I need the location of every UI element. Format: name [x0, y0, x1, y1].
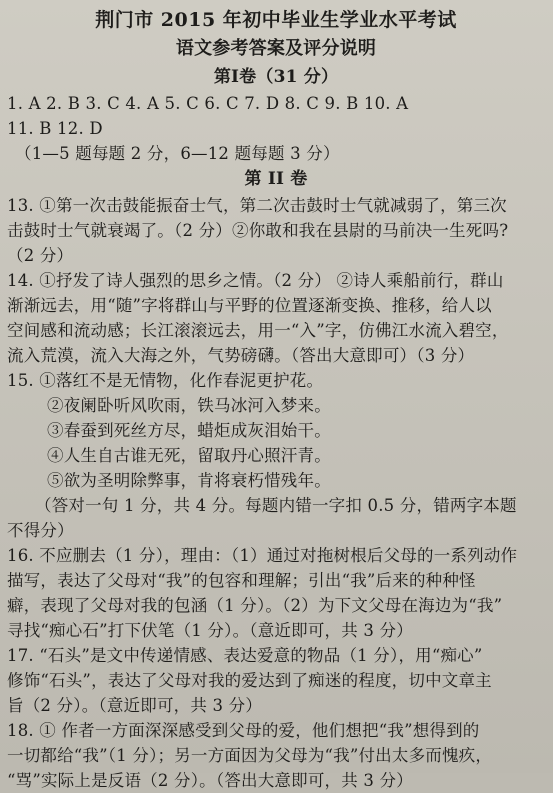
q15-item: ④人生自古谁无死，留取丹心照汗青。 — [47, 446, 331, 465]
q15-item: ⑤欲为圣明除弊事，肯将衰朽惜残年。 — [47, 471, 331, 490]
q16-line: 16. 不应删去（1 分），理由：（1）通过对拖树根后父母的一系列动作 — [7, 546, 518, 565]
q18-line: 18. ① 作者一方面深深感受到父母的爱，他们想把“我”想得到的 — [7, 721, 480, 740]
answer-line: 11. B 12. D — [7, 119, 103, 138]
q17-line: 旨（2 分）。（意近即可，共 3 分） — [7, 696, 263, 715]
q13-line: 13. ①第一次击鼓能振奋士气，第二次击鼓时士气就减弱了，第三次 — [7, 196, 507, 215]
q15-item: ②夜阑卧听风吹雨，铁马冰河入梦来。 — [47, 396, 331, 415]
q15-note: （答对一句 1 分，共 4 分。每题内错一字扣 0.5 分，错两字本题 — [35, 496, 517, 515]
q13-line: 击鼓时士气就衰竭了。（2 分）②你敢和我在县尉的马前决一生死吗? — [7, 221, 509, 240]
q13-line: （2 分） — [7, 246, 74, 265]
q18-line: “骂”实际上是反语（2 分）。（答出大意即可，共 3 分） — [7, 771, 413, 790]
q15-item: ③春蚕到死丝方尽，蜡炬成灰泪始干。 — [47, 421, 331, 440]
q14-line: 渐渐远去，用“随”字将群山与平野的位置逐渐变换、推移，给人以 — [7, 296, 492, 315]
q15-note: 不得分） — [7, 521, 74, 540]
part2-heading: 第 II 卷 — [244, 169, 308, 189]
q14-line: 流入荒漠，流入大海之外，气势磅礴。（答出大意即可）（3 分） — [7, 346, 475, 365]
q18-line: 一切都给“我”（1 分）；另一方面因为父母为“我”付出太多而愧疚， — [7, 746, 493, 765]
q17-line: 修饰“石头”，表达了父母对我的爱达到了痴迷的程度，切中文章主 — [7, 671, 492, 690]
answer-line: 1. A 2. B 3. C 4. A 5. C 6. C 7. D 8. C 9. B 10. A — [7, 94, 409, 113]
scoring-note: （1—5 题每题 2 分，6—12 题每题 3 分） — [15, 144, 340, 163]
q14-line: 14. ①抒发了诗人强烈的思乡之情。（2 分） ②诗人乘船前行，群山 — [7, 271, 504, 290]
q16-line: 描写，表达了父母对“我”的包容和理解；引出“我”后来的种种怪 — [7, 571, 476, 590]
q17-line: 17. “石头”是文中传递情感、表达爱意的物品（1 分），用“痴心” — [7, 646, 483, 665]
document-title: 荆门市 2015 年初中毕业生学业水平考试 — [95, 9, 457, 31]
q16-line: 寻找“痴心石”打下伏笔（1 分）。（意近即可，共 3 分） — [7, 621, 413, 640]
document-subtitle: 语文参考答案及评分说明 — [175, 38, 377, 59]
q16-line: 癖，表现了父母对我的包涵（1 分）。（2）为下文父母在海边为“我” — [7, 596, 503, 615]
q14-line: 空间感和流动感；长江滚滚远去，用一“入”字，仿佛江水流入碧空， — [7, 321, 509, 340]
part1-heading: 第Ⅰ卷（31 分） — [213, 67, 339, 87]
q15-head: 15. ①落红不是无情物，化作春泥更护花。 — [7, 371, 324, 390]
